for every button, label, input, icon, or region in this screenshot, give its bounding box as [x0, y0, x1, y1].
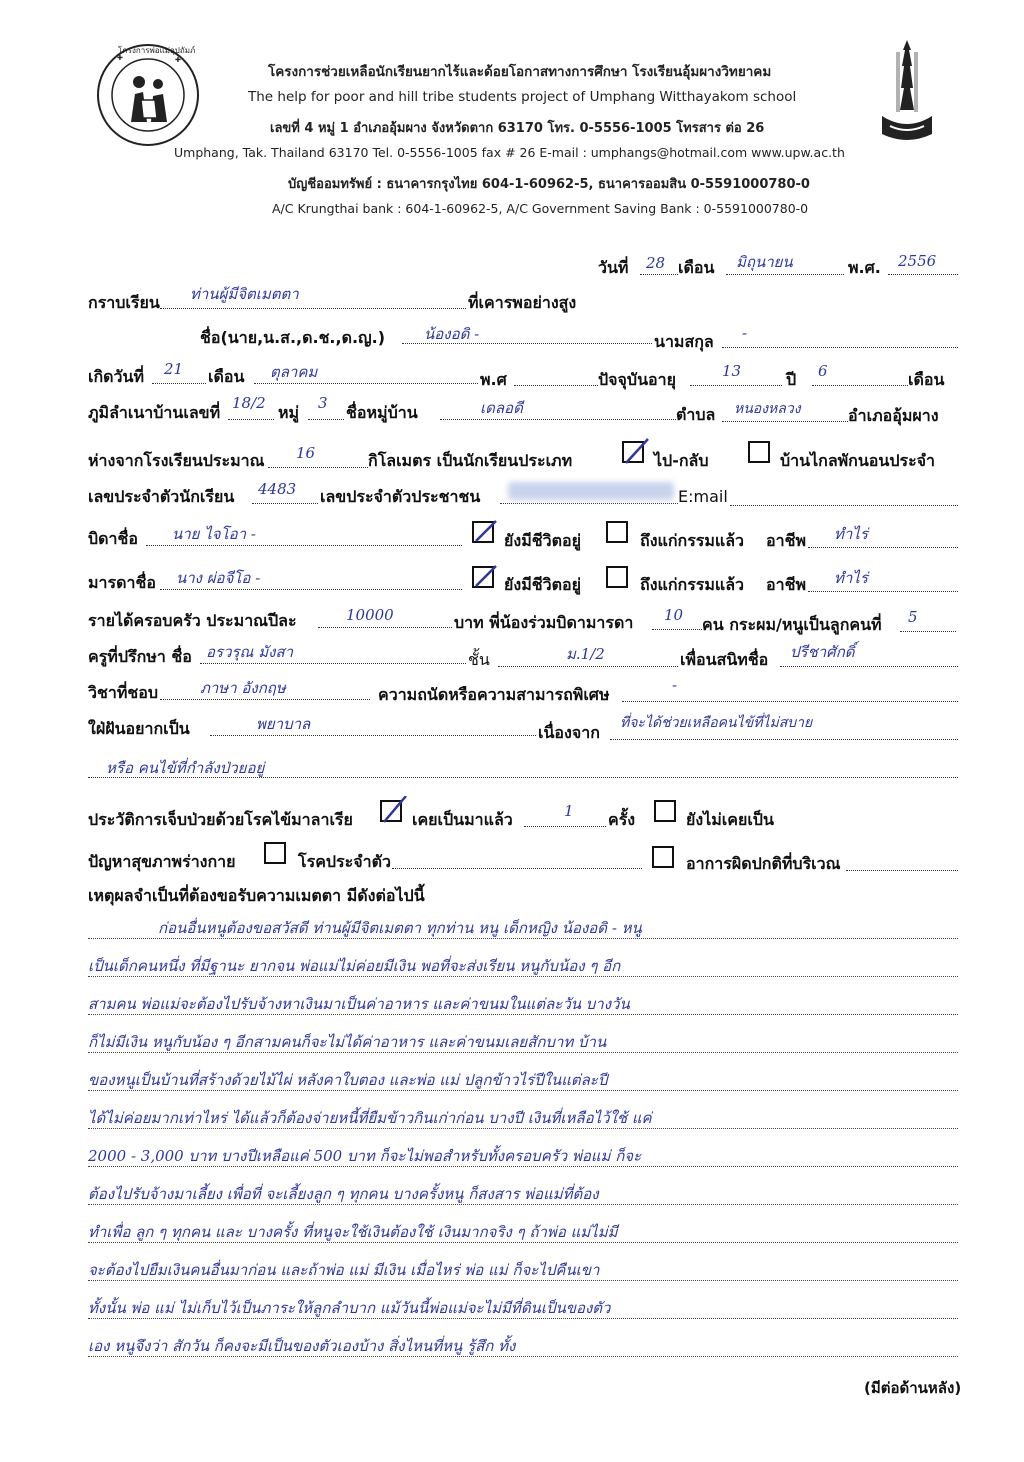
- malaria-label: ประวัติการเจ็บป่วยด้วยโรคไข้มาลาเรีย: [88, 810, 353, 829]
- header-address-thai: เลขที่ 4 หมู่ 1 อำเภออุ้มผาง จังหวัดตาก 63170 โทร. 0-5556-1005 โทรสาร ต่อ 26: [270, 121, 765, 136]
- malaria-count-value: 1: [564, 802, 574, 820]
- to-suffix: ที่เคารพอย่างสูง: [468, 293, 577, 312]
- dream-value: พยาบาล: [256, 715, 311, 733]
- date-day-value: 28: [646, 254, 666, 272]
- date-year-value: 2556: [898, 252, 937, 270]
- age-month-unit: เดือน: [908, 370, 945, 389]
- boarding-option-label: บ้านไกลพักนอนประจำ: [780, 451, 936, 470]
- commute-option-label: ไป-กลับ: [654, 451, 709, 470]
- income-baht-label: บาท พี่น้องร่วมบิดามารดา: [454, 613, 634, 632]
- essay-line: สามคน พ่อแม่จะต้องไปรับจ้างหาเงินมาเป็นค่าอาหาร และค่าขนมในแต่ละวัน บางวัน: [88, 995, 630, 1013]
- essay-line: ได้ไม่ค่อยมากเท่าไหร่ ได้แล้วก็ต้องจ่ายหนี้ที่ยืมข้าวกินเก่าก่อน บางปี เงินที่เหลือไว้ใช้ แค่: [88, 1109, 652, 1127]
- class-label: ชั้น: [468, 650, 490, 669]
- chronic-checkbox[interactable]: [264, 842, 286, 864]
- essay-line: ทำเพื่อ ลูก ๆ ทุกคน และ บางครั้ง ที่หนูจะใช้เงินต้องใช้ เงินมากจริง ๆ ถ้าพ่อ แม่ไม่มี: [88, 1223, 618, 1241]
- father-deceased-checkbox[interactable]: [606, 521, 628, 543]
- because-label: เนื่องจาก: [538, 723, 600, 742]
- essay-line: เป็นเด็กคนหนึ่ง ที่มีฐานะ ยากจน พ่อแม่ไม่ค่อยมีเงิน พอที่จะส่งเรียน หนูกับน้อง ๆ อีก: [88, 957, 621, 975]
- village-value: เดลอดี: [480, 399, 523, 417]
- student-id-label: เลขประจำตัวนักเรียน: [88, 487, 235, 506]
- moo-label: หมู่: [278, 403, 300, 422]
- mother-alive-checkbox[interactable]: [472, 566, 494, 588]
- essay-line: ก่อนอื่นหนูต้องขอสวัสดี ท่านผู้มีจิตเมตตา ทุกท่าน หนู เด็กหญิง น้องอดิ - หนู: [158, 919, 642, 937]
- age-months-value: 6: [818, 362, 828, 380]
- name-label: ชื่อ(นาย,น.ส.,ด.ช.,ด.ญ.): [200, 328, 386, 347]
- essay-line: ก็ไม่มีเงิน หนูกับน้อง ๆ อีกสามคนก็จะไม่ได้ค่าอาหาร และค่าขนมเลยสักบาท บ้าน: [88, 1033, 607, 1051]
- age-years-value: 13: [722, 362, 742, 380]
- email-label: E:mail: [678, 487, 728, 506]
- malaria-yes-label: เคยเป็นมาแล้ว: [412, 810, 513, 829]
- name-value: น้องอดิ -: [424, 325, 480, 343]
- malaria-no-label: ยังไม่เคยเป็น: [686, 810, 774, 829]
- moo-value: 3: [318, 394, 328, 412]
- header-bank-thai: บัญชีออมทรัพย์ : ธนาคารกรุงไทย 604-1-60962-5, ธนาคารออมสิน 0-5591000780-0: [288, 177, 810, 192]
- mother-deceased-checkbox[interactable]: [606, 566, 628, 588]
- mother-job-label: อาชีพ: [766, 575, 806, 594]
- svg-text:✚: ✚: [175, 56, 181, 64]
- class-value: ม.1/2: [566, 645, 605, 663]
- advisor-label: ครูที่ปรึกษา ชื่อ: [88, 647, 192, 666]
- distance-unit: กิโลเมตร เป็นนักเรียนประเภท: [368, 451, 573, 470]
- essay-line: ต้องไปรับจ้างมาเลี้ยง เพื่อที่ จะเลี้ยงลูก ๆ ทุกคน บางครั้งหนู ก็สงสาร พ่อแม่ที่ต้อง: [88, 1185, 599, 1203]
- father-label: บิดาชื่อ: [88, 529, 138, 548]
- surname-label: นามสกุล: [654, 332, 714, 351]
- check-icon: [472, 562, 502, 592]
- distance-value: 16: [296, 444, 316, 462]
- distance-label: ห่างจากโรงเรียนประมาณ: [88, 451, 265, 470]
- citizen-id-label: เลขประจำตัวประชาชน: [320, 487, 481, 506]
- home-no-value: 18/2: [232, 394, 266, 412]
- income-value: 10000: [346, 606, 394, 624]
- mother-alive-label: ยังมีชีวิตอยู่: [504, 575, 581, 594]
- essay-line: เอง หนูจึงว่า สักวัน ก็คงจะมีเป็นของตัวเองบ้าง สิ่งไหนที่หนู รู้สึก ทั้ง: [88, 1337, 516, 1355]
- continued-note: (มีต่อด้านหลัง): [864, 1379, 962, 1397]
- header-title-english: The help for poor and hill tribe students project of Umphang Witthayakom school: [248, 89, 797, 105]
- friend-label: เพื่อนสนิทชื่อ: [680, 650, 769, 669]
- father-alive-label: ยังมีชีวิตอยู่: [504, 531, 581, 550]
- age-label: ปัจจุบันอายุ: [598, 370, 676, 389]
- right-emblem: [876, 36, 938, 146]
- date-day-label: วันที่: [598, 258, 629, 277]
- because-line2: หรือ คนไข้ที่กำลังป่วยอยู่: [106, 759, 265, 777]
- left-logo-text: โครงการพ่อแม่อุปถัมภ์: [118, 46, 196, 55]
- check-icon: [622, 437, 652, 467]
- siblings-value: 10: [664, 606, 684, 624]
- health-label: ปัญหาสุขภาพร่างกาย: [88, 852, 236, 871]
- check-icon: [380, 796, 410, 826]
- tambon-value: หนองหลวง: [734, 401, 801, 417]
- amphoe-label: อำเภออุ้มผาง: [848, 406, 939, 425]
- malaria-times-label: ครั้ง: [608, 810, 636, 829]
- subject-value: ภาษา อังกฤษ: [200, 679, 286, 697]
- svg-text:✚: ✚: [117, 54, 123, 62]
- birth-day-label: เกิดวันที่: [88, 367, 145, 386]
- mother-job-value: ทำไร่: [834, 569, 868, 587]
- date-year-label: พ.ศ.: [848, 258, 881, 277]
- advisor-value: อรวรุณ มังสา: [206, 643, 294, 661]
- essay-line: 2000 - 3,000 บาท บางปีเหลือแค่ 500 บาท ก็จะไม่พอสำหรับทั้งครอบครัว พ่อแม่ ก็จะ: [88, 1147, 642, 1165]
- mother-value: นาง ผ่อจีโอ -: [176, 569, 261, 587]
- mother-label: มารดาชื่อ: [88, 573, 156, 592]
- income-label: รายได้ครอบครัว ประมาณปีละ: [88, 611, 297, 630]
- tambon-label: ตำบล: [676, 405, 716, 424]
- subject-label: วิชาที่ชอบ: [88, 683, 158, 702]
- date-month-value: มิถุนายน: [736, 253, 793, 271]
- to-value: ท่านผู้มีจิตเมตตา: [190, 285, 299, 303]
- reason-label: เหตุผลจำเป็นที่ต้องขอรับความเมตตา มีดังต่อไปนี้: [88, 886, 425, 905]
- essay-line: ทั้งนั้น พ่อ แม่ ไม่เก็บไว้เป็นภาระให้ลูกลำบาก แม้วันนี้พ่อแม่จะไม่มีที่ดินเป็นของตัว: [88, 1299, 611, 1317]
- because-value: ที่จะได้ช่วยเหลือคนไข้ที่ไม่สบาย: [620, 715, 813, 731]
- father-value: นาย ไจโอา -: [172, 525, 256, 543]
- mother-deceased-label: ถึงแก่กรรมแล้ว: [640, 575, 745, 594]
- birth-order-value: 5: [908, 608, 918, 626]
- father-job-value: ทำไร่: [834, 525, 868, 543]
- chronic-label: โรคประจำตัว: [298, 852, 391, 871]
- father-job-label: อาชีพ: [766, 531, 806, 550]
- village-label: ชื่อหมู่บ้าน: [346, 403, 418, 422]
- abnormal-checkbox[interactable]: [652, 846, 674, 868]
- malaria-yes-checkbox[interactable]: [380, 800, 402, 822]
- father-deceased-label: ถึงแก่กรรมแล้ว: [640, 531, 745, 550]
- boarding-checkbox[interactable]: [748, 441, 770, 463]
- father-alive-checkbox[interactable]: [472, 521, 494, 543]
- talent-value: -: [672, 676, 678, 694]
- age-year-unit: ปี: [786, 370, 797, 389]
- dream-label: ใฝ่ฝันอยากเป็น: [88, 719, 190, 738]
- person-label: คน กระผม/หนูเป็นลูกคนที่: [702, 615, 882, 634]
- commute-checkbox[interactable]: [622, 441, 644, 463]
- birth-month-value: ตุลาคม: [270, 363, 318, 381]
- header-title-thai: โครงการช่วยเหลือนักเรียนยากไร้และด้อยโอกาสทางการศึกษา โรงเรียนอุ้มผางวิทยาคม: [268, 64, 772, 80]
- home-label: ภูมิลำเนาบ้านเลขที่: [88, 403, 221, 422]
- birth-year-label: พ.ศ: [480, 370, 507, 389]
- check-icon: [472, 517, 502, 547]
- citizen-id-redacted: [508, 482, 674, 500]
- student-id-value: 4483: [258, 480, 297, 498]
- birth-day-value: 21: [164, 360, 184, 378]
- friend-value: ปรีชาศักดิ์: [790, 643, 855, 661]
- essay-line: ของหนูเป็นบ้านที่สร้างด้วยไม้ไผ่ หลังคาใบตอง และพ่อ แม่ ปลูกข้าวไร่ปีในแต่ละปี: [88, 1071, 608, 1089]
- abnormal-label: อาการผิดปกติที่บริเวณ: [686, 854, 841, 873]
- birth-month-label: เดือน: [208, 367, 245, 386]
- left-logo: [95, 42, 201, 148]
- talent-label: ความถนัดหรือความสามารถพิเศษ: [378, 685, 610, 704]
- header-bank-english: A/C Krungthai bank : 604-1-60962-5, A/C Government Saving Bank : 0-5591000780-0: [272, 201, 809, 216]
- header-address-english: Umphang, Tak. Thailand 63170 Tel. 0-5556-1005 fax # 26 E-mail : umphangs@hotmail.com www.upw.ac.th: [174, 145, 845, 160]
- essay-line: จะต้องไปยืมเงินคนอื่นมาก่อน และถ้าพ่อ แม่ มีเงิน เมื่อไหร่ พ่อ แม่ ก็จะไปคืนเขา: [88, 1261, 600, 1279]
- surname-value: -: [742, 324, 748, 342]
- to-label: กราบเรียน: [88, 293, 160, 312]
- malaria-no-checkbox[interactable]: [654, 800, 676, 822]
- date-month-label: เดือน: [678, 258, 715, 277]
